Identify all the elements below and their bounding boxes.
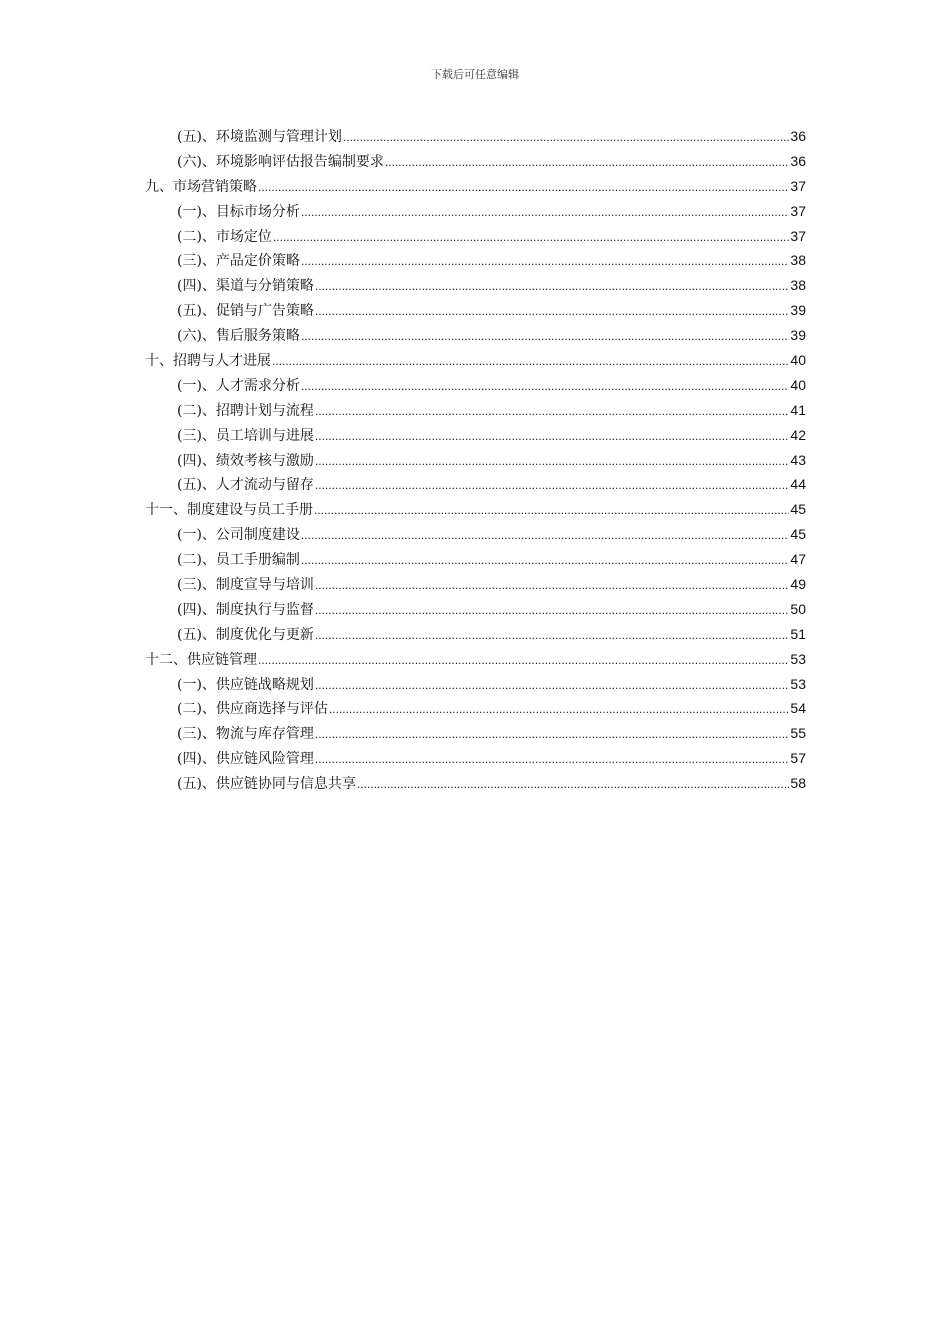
toc-dot-leader — [301, 379, 789, 393]
toc-entry[interactable] — [145, 624, 806, 649]
toc-entry[interactable] — [145, 425, 806, 450]
toc-page-number: 38 — [790, 252, 806, 269]
toc-page-number: 43 — [790, 451, 806, 468]
toc-entry-title: (二)、供应商选择与评估 — [177, 701, 328, 718]
toc-dot-leader — [315, 752, 789, 766]
toc-entry-title: (一)、人才需求分析 — [177, 377, 300, 394]
toc-dot-leader — [315, 603, 789, 617]
toc-entry-title: (一)、目标市场分析 — [177, 203, 300, 220]
toc-entry-title: (三)、产品定价策略 — [177, 253, 300, 270]
toc-entry[interactable] — [145, 474, 806, 499]
toc-dot-leader — [343, 130, 789, 144]
toc-entry[interactable] — [145, 499, 806, 524]
toc-entry[interactable] — [145, 698, 806, 723]
toc-page-number: 36 — [790, 128, 806, 144]
toc-entry-title: 十一、制度建设与员工手册 — [145, 502, 313, 519]
toc-page-number: 45 — [790, 501, 806, 518]
toc-entry[interactable] — [145, 400, 806, 425]
toc-entry[interactable] — [145, 275, 806, 300]
toc-dot-leader — [315, 404, 789, 418]
toc-entry-title: (二)、市场定位 — [177, 228, 272, 245]
toc-entry-title: (三)、制度宣导与培训 — [177, 577, 314, 594]
toc-entry-title: (一)、公司制度建设 — [177, 527, 300, 544]
toc-page-number: 51 — [790, 625, 806, 642]
toc-entry[interactable] — [145, 201, 806, 226]
toc-page-number: 37 — [790, 202, 806, 219]
toc-entry[interactable] — [145, 126, 806, 151]
toc-entry[interactable] — [145, 450, 806, 475]
toc-dot-leader — [315, 628, 789, 642]
toc-page-number: 37 — [790, 177, 806, 194]
toc-dot-leader — [301, 205, 789, 219]
toc-dot-leader — [315, 429, 789, 443]
toc-entry-title: (三)、物流与库存管理 — [177, 726, 314, 743]
toc-page-number: 55 — [790, 725, 806, 742]
toc-page-number: 42 — [790, 426, 806, 443]
toc-dot-leader — [258, 180, 789, 194]
toc-entry-title: (四)、绩效考核与激励 — [177, 452, 314, 469]
toc-entry[interactable] — [145, 674, 806, 699]
toc-dot-leader — [315, 678, 789, 692]
toc-dot-leader — [357, 777, 789, 791]
toc-entry[interactable] — [145, 649, 806, 674]
toc-page-number: 36 — [790, 152, 806, 169]
toc-entry-title: (五)、人才流动与留存 — [177, 477, 314, 494]
toc-entry-title: (五)、供应链协同与信息共享 — [177, 776, 356, 793]
page-header: 下载后可任意编辑 — [431, 68, 519, 81]
toc-dot-leader — [273, 230, 789, 244]
toc-dot-leader — [301, 254, 789, 268]
toc-dot-leader — [315, 727, 789, 741]
toc-page-number: 54 — [790, 700, 806, 717]
toc-dot-leader — [301, 553, 789, 567]
toc-dot-leader — [329, 702, 789, 716]
toc-dot-leader — [315, 478, 789, 492]
toc-page-number: 49 — [790, 576, 806, 593]
toc-page-number: 40 — [790, 352, 806, 369]
toc-dot-leader — [315, 304, 789, 318]
toc-entry-title: (六)、环境影响评估报告编制要求 — [177, 153, 384, 170]
toc-dot-leader — [301, 329, 789, 343]
toc-entry[interactable] — [145, 524, 806, 549]
toc-page-number: 39 — [790, 302, 806, 319]
toc-entry-title: (四)、供应链风险管理 — [177, 751, 314, 768]
toc-entry[interactable] — [145, 748, 806, 773]
toc-page-number: 57 — [790, 750, 806, 767]
toc-page-number: 50 — [790, 600, 806, 617]
toc-page-number: 53 — [790, 675, 806, 692]
toc-entry[interactable] — [145, 773, 806, 798]
toc-page-number: 41 — [790, 401, 806, 418]
toc-entry-title: (三)、员工培训与进展 — [177, 427, 314, 444]
toc-entry-title: (二)、招聘计划与流程 — [177, 402, 314, 419]
toc-entry[interactable] — [145, 176, 806, 201]
table-of-contents — [145, 126, 806, 798]
toc-page-number: 37 — [790, 227, 806, 244]
toc-page-number: 45 — [790, 526, 806, 543]
toc-entry[interactable] — [145, 226, 806, 251]
toc-entry-title: 十二、供应链管理 — [145, 651, 257, 668]
toc-page-number: 47 — [790, 551, 806, 568]
toc-entry[interactable] — [145, 350, 806, 375]
toc-dot-leader — [315, 279, 789, 293]
toc-entry-title: (五)、促销与广告策略 — [177, 303, 314, 320]
toc-dot-leader — [258, 653, 789, 667]
toc-page-number: 58 — [790, 775, 806, 792]
toc-dot-leader — [315, 578, 789, 592]
toc-entry[interactable] — [145, 375, 806, 400]
toc-entry[interactable] — [145, 250, 806, 275]
toc-entry-title: (二)、员工手册编制 — [177, 552, 300, 569]
toc-entry[interactable] — [145, 151, 806, 176]
toc-dot-leader — [315, 454, 789, 468]
toc-dot-leader — [301, 528, 789, 542]
toc-entry[interactable] — [145, 599, 806, 624]
toc-entry[interactable] — [145, 574, 806, 599]
toc-page-number: 53 — [790, 650, 806, 667]
toc-entry[interactable] — [145, 549, 806, 574]
toc-entry-title: 十、招聘与人才进展 — [145, 353, 271, 370]
toc-entry-title: 九、市场营销策略 — [145, 178, 257, 195]
toc-page-number: 38 — [790, 277, 806, 294]
toc-page-number: 44 — [790, 476, 806, 493]
toc-entry-title: (五)、环境监测与管理计划 — [177, 129, 342, 145]
toc-entry-title: (四)、渠道与分销策略 — [177, 278, 314, 295]
toc-dot-leader — [272, 354, 789, 368]
toc-entry-title: (六)、售后服务策略 — [177, 328, 300, 345]
toc-dot-leader — [314, 503, 789, 517]
toc-entry[interactable] — [145, 300, 806, 325]
toc-page-number: 40 — [790, 376, 806, 393]
toc-dot-leader — [385, 155, 789, 169]
toc-entry[interactable] — [145, 723, 806, 748]
toc-entry-title: (五)、制度优化与更新 — [177, 626, 314, 643]
toc-page-number: 39 — [790, 327, 806, 344]
toc-entry-title: (一)、供应链战略规划 — [177, 676, 314, 693]
toc-entry-title: (四)、制度执行与监督 — [177, 601, 314, 618]
toc-entry[interactable] — [145, 325, 806, 350]
